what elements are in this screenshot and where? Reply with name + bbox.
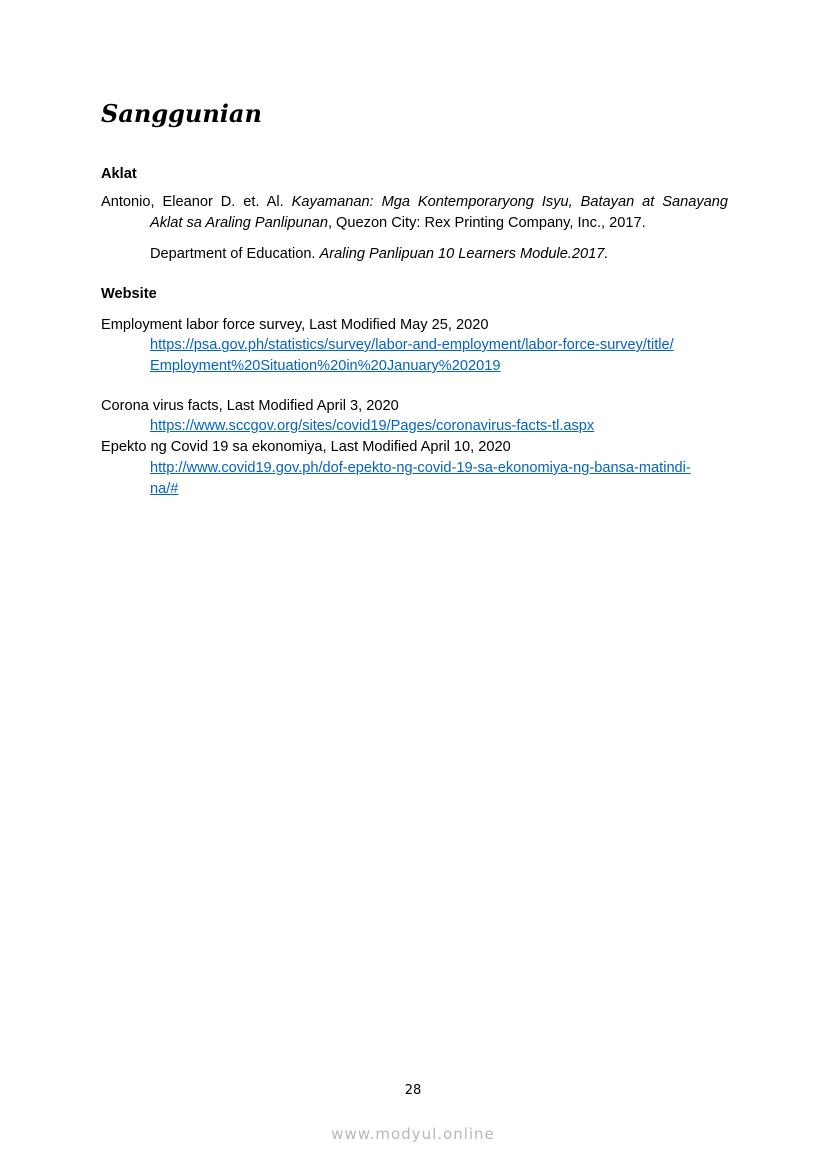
website-ref-link[interactable]: https://psa.gov.ph/statistics/survey/labor-and-employment/labor-force-survey/title/	[150, 337, 674, 353]
page-number: 28	[404, 1083, 422, 1098]
reference-antonio-line2	[150, 214, 646, 232]
website-ref-label: Corona virus facts, Last Modified April 3, 2020	[101, 398, 399, 414]
reference-title: Aklat sa Araling Panlipunan	[150, 215, 328, 231]
website-ref-link-cont[interactable]: na/#	[150, 481, 179, 497]
reference-publisher: , Quezon City: Rex Printing Company, Inc., 2017.	[327, 215, 646, 231]
reference-title: Araling Panlipuan 10 Learners Module.2017.	[319, 246, 609, 262]
reference-author: Antonio, Eleanor D. et. Al.	[101, 194, 292, 210]
section-heading-aklat: Aklat	[101, 166, 137, 182]
website-ref-link-cont[interactable]: Employment%20Situation%20in%20January%202019	[150, 358, 501, 374]
reference-antonio-line1	[101, 193, 728, 211]
section-heading-website: Website	[101, 286, 157, 302]
reference-title: Kayamanan: Mga Kontemporaryong Isyu, Batayan at Sanayang	[291, 194, 729, 210]
website-ref-label: Employment labor force survey, Last Modified May 25, 2020	[101, 317, 489, 333]
website-ref-link[interactable]: https://www.sccgov.org/sites/covid19/Pages/coronavirus-facts-tl.aspx	[150, 418, 595, 434]
reference-deped	[150, 245, 608, 263]
reference-author: Department of Education.	[150, 246, 320, 262]
website-ref-link[interactable]: http://www.covid19.gov.ph/dof-epekto-ng-covid-19-sa-ekonomiya-ng-bansa-matindi-	[150, 460, 691, 476]
page-title: Sanggunian	[101, 99, 262, 128]
watermark: www.modyul.online	[331, 1125, 495, 1143]
website-ref-label: Epekto ng Covid 19 sa ekonomiya, Last Modified April 10, 2020	[101, 439, 511, 455]
